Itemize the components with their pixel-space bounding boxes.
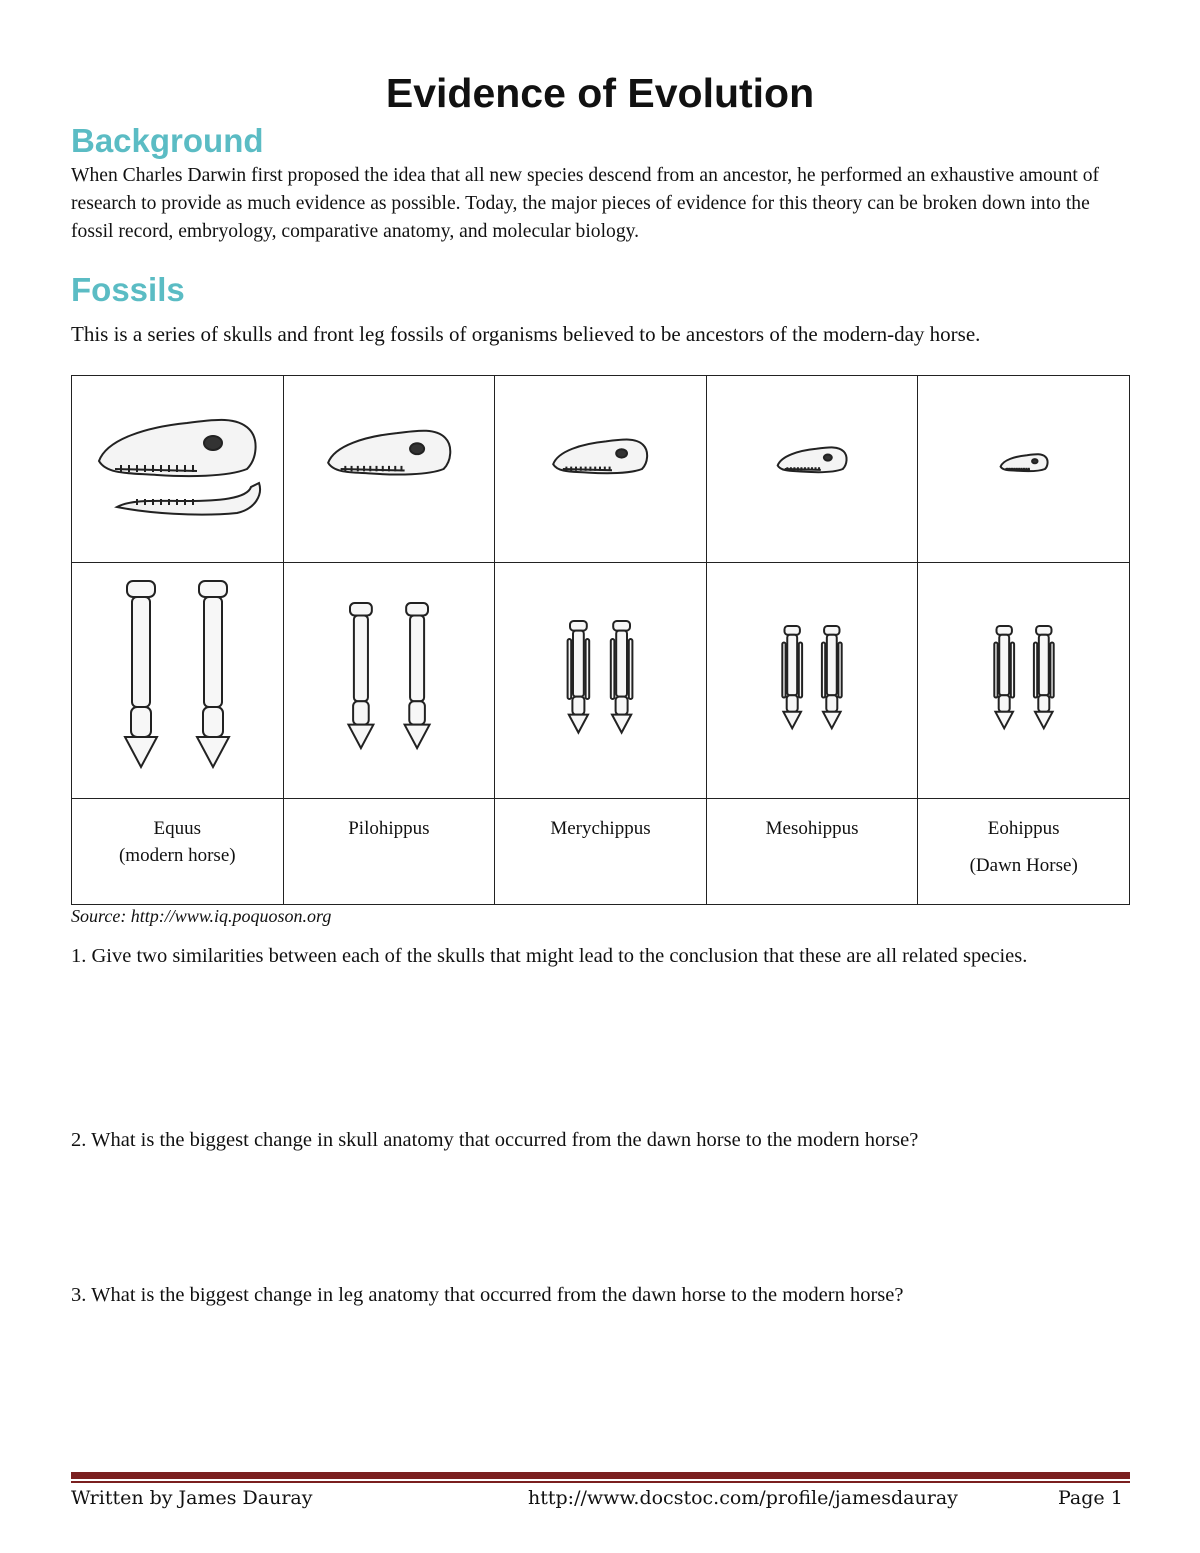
skull-cell [918, 376, 1130, 563]
leg-side-toe [838, 642, 841, 697]
leg-side-toe [799, 642, 802, 697]
leg-joint [199, 581, 227, 597]
footer-rule-thin [71, 1481, 1130, 1483]
leg-cell [72, 563, 284, 799]
leg-cannon-bone [827, 634, 837, 695]
question-3: 3. What is the biggest change in leg anatomy that occurred from the dawn horse to the modern horse? [71, 1284, 904, 1306]
leg-pastern [353, 701, 369, 724]
leg-row [72, 563, 1130, 799]
species-name: Eohippus [987, 818, 1060, 839]
leg-joint [824, 626, 839, 635]
species-cell [918, 799, 1130, 905]
leg-side-toe [568, 639, 572, 699]
horse-leg-icon [722, 571, 902, 791]
skull-orbit [617, 449, 628, 457]
source-citation: Source: http://www.iq.poquoson.org [71, 906, 332, 926]
footer-author: Written by James Dauray [71, 1487, 313, 1509]
skull-orbit [1032, 459, 1037, 463]
horse-skull-icon [924, 384, 1124, 554]
fossil-table [71, 375, 1130, 905]
leg-side-toe [782, 642, 785, 697]
skull-drawing [1000, 454, 1047, 471]
leg-side-toe [1034, 642, 1037, 697]
leg-pastern [787, 695, 798, 712]
species-common-name: (Dawn Horse) [969, 855, 1078, 876]
leg-cell [706, 563, 918, 799]
skull-drawing [328, 431, 450, 475]
leg-cannon-bone [204, 597, 222, 707]
leg-joint [127, 581, 155, 597]
horse-leg-icon [934, 571, 1114, 791]
species-cell [283, 799, 495, 905]
leg-hoof [995, 711, 1013, 728]
leg-drawing [125, 581, 229, 767]
horse-leg-icon [510, 571, 690, 791]
leg-pastern [826, 695, 837, 712]
leg-cell [918, 563, 1130, 799]
species-name: Mesohippus [765, 818, 859, 839]
leg-cannon-bone [573, 630, 584, 696]
leg-drawing [568, 621, 633, 733]
leg-side-toe [629, 639, 633, 699]
leg-cannon-bone [410, 615, 424, 701]
skull-cell [495, 376, 707, 563]
leg-side-toe [1050, 642, 1053, 697]
leg-hoof [197, 737, 229, 767]
leg-joint [785, 626, 800, 635]
leg-cannon-bone [132, 597, 150, 707]
question-2: 2. What is the biggest change in skull anatomy that occurred from the dawn horse to the modern horse? [71, 1129, 919, 1151]
skull-cell [706, 376, 918, 563]
horse-skull-icon [712, 384, 912, 554]
leg-pastern [1038, 695, 1049, 712]
leg-hoof [404, 724, 429, 747]
leg-cannon-bone [787, 634, 797, 695]
skull-row [72, 376, 1130, 563]
skull-orbit [824, 454, 832, 460]
background-paragraph: When Charles Darwin first proposed the idea that all new species descend from an ancestor, he performed an exhaustive amount of research to provide as much evidence as possible. Today, the major pieces of evidence for this theory can be broken down into the fossil record, embryology, comparative anatomy, and molecular biology. [71, 165, 1100, 242]
leg-side-toe [994, 642, 997, 697]
leg-hoof [1035, 711, 1053, 728]
footer-url: http://www.docstoc.com/profile/jamesdauray [528, 1487, 958, 1509]
skull-drawing [778, 447, 847, 472]
question-1: 1. Give two similarities between each of the skulls that might lead to the conclusion that these are all related species. [71, 945, 1028, 967]
leg-side-toe [586, 639, 590, 699]
name-row [72, 799, 1130, 905]
leg-joint [614, 621, 631, 631]
species-cell [72, 799, 284, 905]
background-heading: Background [71, 122, 264, 159]
species-cell [706, 799, 918, 905]
horse-skull-icon [500, 384, 700, 554]
leg-cannon-bone [354, 615, 368, 701]
leg-hoof [823, 711, 841, 728]
leg-hoof [348, 724, 373, 747]
footer-page-number: Page 1 [1058, 1487, 1123, 1509]
horse-leg-icon [299, 571, 479, 791]
leg-side-toe [611, 639, 615, 699]
skull-orbit [204, 436, 222, 450]
leg-joint [350, 603, 372, 615]
leg-cannon-bone [617, 630, 628, 696]
horse-skull-icon [289, 384, 489, 554]
skull-orbit [410, 443, 424, 454]
page-title: Evidence of Evolution [385, 70, 815, 116]
leg-side-toe [1010, 642, 1013, 697]
species-name: Equus [153, 818, 202, 839]
leg-pastern [573, 696, 585, 714]
skull-drawing [554, 440, 648, 474]
leg-drawing [994, 626, 1053, 728]
fossils-heading: Fossils [71, 271, 185, 308]
species-common-name: (modern horse) [118, 845, 236, 866]
leg-side-toe [822, 642, 825, 697]
leg-pastern [409, 701, 425, 724]
leg-cannon-bone [999, 634, 1009, 695]
leg-joint [406, 603, 428, 615]
fossils-intro: This is a series of skulls and front leg fossils of organisms believed to be ancestors of the modern-day horse. [71, 322, 981, 346]
leg-cannon-bone [1039, 634, 1049, 695]
leg-hoof [125, 737, 157, 767]
horse-leg-icon [87, 571, 267, 791]
leg-pastern [616, 696, 628, 714]
leg-hoof [783, 711, 801, 728]
leg-pastern [998, 695, 1009, 712]
skull-drawing [99, 420, 260, 515]
skull-cell [72, 376, 284, 563]
leg-pastern [131, 707, 151, 737]
leg-cell [495, 563, 707, 799]
footer-rule [71, 1472, 1130, 1479]
horse-skull-icon [77, 384, 277, 554]
jaw-outline [117, 483, 260, 515]
leg-drawing [348, 603, 429, 748]
species-name: Pilohippus [348, 818, 430, 839]
leg-hoof [569, 714, 588, 732]
species-name: Merychippus [550, 818, 651, 839]
leg-drawing [782, 626, 841, 728]
leg-hoof [612, 714, 631, 732]
skull-cell [283, 376, 495, 563]
leg-joint [570, 621, 587, 631]
leg-pastern [203, 707, 223, 737]
leg-cell [283, 563, 495, 799]
leg-joint [1036, 626, 1051, 635]
leg-joint [996, 626, 1011, 635]
species-cell [495, 799, 707, 905]
